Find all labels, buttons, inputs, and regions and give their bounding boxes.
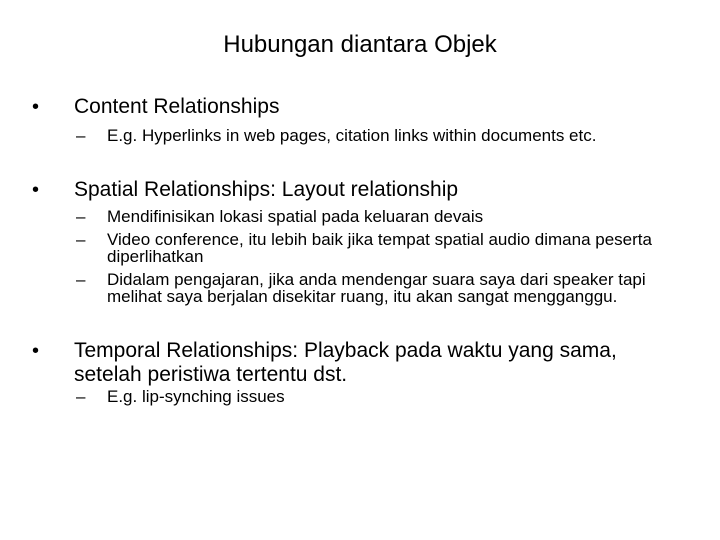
bullet-text: Temporal Relationships: Playback pada waktu yang sama, setelah peristiwa tertentu dst. <box>74 339 617 386</box>
sub-bullet-hyperlinks <box>76 127 686 144</box>
bullet-marker: • <box>32 96 40 118</box>
sub-bullet-text: Didalam pengajaran, jika anda mendengar suara saya dari speaker tapi melihat saya berjalan disekitar ruang, itu akan sangat mengganggu. <box>107 270 646 306</box>
bullet-content-relationships <box>30 95 690 119</box>
sub-bullet-text: E.g. lip-synching issues <box>107 387 285 406</box>
sub-bullet-marker: – <box>76 387 86 406</box>
sub-bullet-lip-synching <box>76 388 686 405</box>
slide-title: Hubungan diantara Objek <box>223 31 497 58</box>
bullet-text: Content Relationships <box>74 95 280 118</box>
bullet-temporal-relationships <box>30 339 690 387</box>
sub-bullet-text: Video conference, itu lebih baik jika tempat spatial audio dimana peserta diperlihatkan <box>107 230 652 266</box>
bullet-marker: • <box>32 179 40 201</box>
sub-bullet-lokasi-spatial <box>76 208 686 225</box>
sub-bullet-pengajaran <box>76 271 686 305</box>
sub-bullet-video-conference <box>76 231 686 265</box>
sub-bullet-marker: – <box>76 270 86 289</box>
sub-bullet-text: Mendifinisikan lokasi spatial pada keluaran devais <box>107 207 484 226</box>
sub-bullet-text: E.g. Hyperlinks in web pages, citation links within documents etc. <box>107 126 597 145</box>
bullet-marker: • <box>32 340 40 362</box>
bullet-text: Spatial Relationships: Layout relationship <box>74 178 459 201</box>
sub-bullet-marker: – <box>76 207 86 226</box>
bullet-spatial-relationships <box>30 178 690 202</box>
sub-bullet-marker: – <box>76 126 86 145</box>
sub-bullet-marker: – <box>76 230 86 249</box>
